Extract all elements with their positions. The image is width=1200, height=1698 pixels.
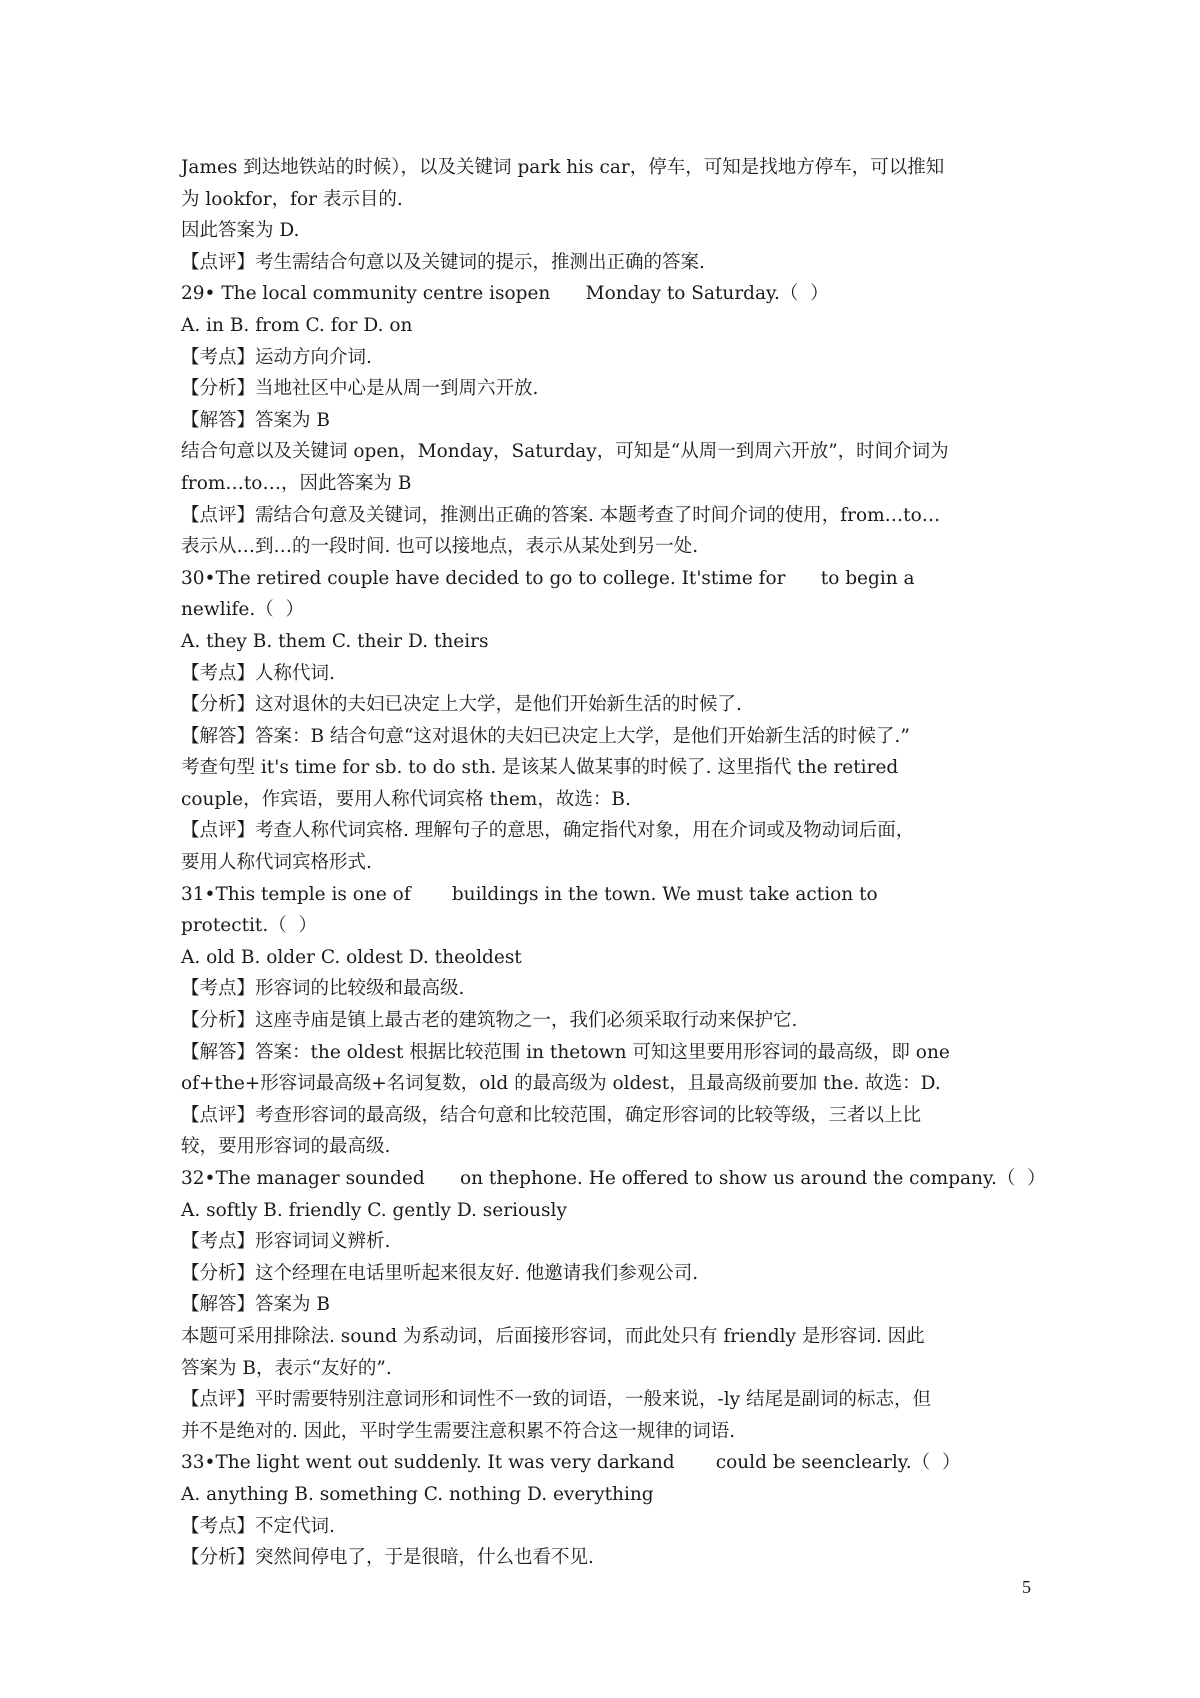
text-line: 结合句意以及关键词 open，Monday，Saturday，可知是“从周一到周六开放”，时间介词为 (181, 441, 949, 463)
text-line: of+the+形容词最高级+名词复数，old 的最高级为 oldest，且最高级前要加 the. 故选：D. (181, 1073, 941, 1095)
text-line: 【解答】答案为 B (181, 1294, 330, 1316)
text-line: 【点评】考查形容词的最高级，结合句意和比较范围，确定形容词的比较等级，三者以上比 (181, 1104, 922, 1126)
text-line: 要用人称代词宾格形式. (181, 852, 372, 874)
text-line: A. softly B. friendly C. gently D. seriously (181, 1199, 567, 1221)
text-line: 30•The retired couple have decided to go to college. It'stime for to begin a (181, 567, 915, 589)
text-line: 【点评】平时需要特别注意词形和词性不一致的词语，一般来说，-ly 结尾是副词的标志，但 (181, 1389, 932, 1411)
text-line: 并不是绝对的. 因此，平时学生需要注意积累不符合这一规律的词语. (181, 1420, 736, 1442)
text-line: 较，要用形容词的最高级. (181, 1136, 391, 1158)
text-line: 【考点】人称代词. (181, 662, 335, 684)
text-line: 29• The local community centre isopen Monday to Saturday.（ ） (181, 283, 829, 305)
text-line: 本题可采用排除法. sound 为系动词，后面接形容词，而此处只有 friendly 是形容词. 因此 (181, 1325, 925, 1347)
text-line: from…to…，因此答案为 B (181, 472, 412, 494)
text-line: 32•The manager sounded on thephone. He offered to show us around the company.（ ） (181, 1168, 1046, 1189)
text-line: couple，作宾语，要用人称代词宾格 them，故选：B. (181, 788, 631, 810)
text-line: 【考点】运动方向介词. (181, 346, 372, 368)
document-body (181, 152, 1046, 1574)
text-line: 【分析】当地社区中心是从周一到周六开放. (181, 378, 539, 400)
text-line: 【解答】答案为 B (181, 409, 330, 431)
text-line: 31•This temple is one of buildings in the town. We must take action to (181, 883, 878, 905)
text-line: 【分析】突然间停电了，于是很暗，什么也看不见. (181, 1547, 594, 1569)
text-line: A. old B. older C. oldest D. theoldest (181, 946, 522, 968)
text-line: 表示从…到…的一段时间. 也可以接地点，表示从某处到另一处. (181, 536, 699, 558)
text-line: 考查句型 it's time for sb. to do sth. 是该某人做某事的时候了. 这里指代 the retired (181, 757, 899, 779)
text-line: 【解答】答案：the oldest 根据比较范围 in thetown 可知这里要用形容词的最高级，即 one (181, 1041, 950, 1063)
text-line: James 到达地铁站的时候），以及关键词 park his car，停车，可知是找地方停车，可以推知 (181, 157, 945, 178)
text-line: 33•The light went out suddenly. It was very darkand could be seenclearly.（ ） (181, 1452, 961, 1474)
text-line: 为 lookfor，for 表示目的. (181, 188, 403, 210)
text-line: 【考点】形容词词义辨析. (181, 1231, 391, 1253)
text-line: 【点评】考生需结合句意以及关键词的提示，推测出正确的答案. (181, 251, 705, 273)
text-line: 【点评】需结合句意及关键词，推测出正确的答案. 本题考查了时间介词的使用，from…to… (181, 504, 941, 526)
text-line: 【分析】这个经理在电话里听起来很友好. 他邀请我们参观公司. (181, 1262, 699, 1284)
text-line: 【考点】形容词的比较级和最高级. (181, 978, 465, 1000)
text-line: 答案为 B，表示“友好的”. (181, 1357, 392, 1379)
text-line: protectit.（ ） (181, 915, 317, 937)
text-line: 【考点】不定代词. (181, 1515, 335, 1537)
text-line: newlife.（ ） (181, 599, 304, 621)
text-line: 【分析】这对退休的夫妇已决定上大学，是他们开始新生活的时候了. (181, 694, 742, 716)
page-number: 5 (1022, 1577, 1031, 1597)
text-line: A. anything B. something C. nothing D. everything (181, 1483, 654, 1505)
text-line: 【点评】考查人称代词宾格. 理解句子的意思，确定指代对象，用在介词或及物动词后面， (181, 820, 915, 842)
text-line: A. they B. them C. their D. theirs (181, 630, 489, 652)
text-line: 因此答案为 D. (181, 220, 300, 242)
text-line: 【分析】这座寺庙是镇上最古老的建筑物之一，我们必须采取行动来保护它. (181, 1010, 798, 1032)
text-line: A. in B. from C. for D. on (181, 314, 413, 336)
text-line: 【解答】答案：B 结合句意“这对退休的夫妇已决定上大学，是他们开始新生活的时候了.” (181, 725, 910, 747)
